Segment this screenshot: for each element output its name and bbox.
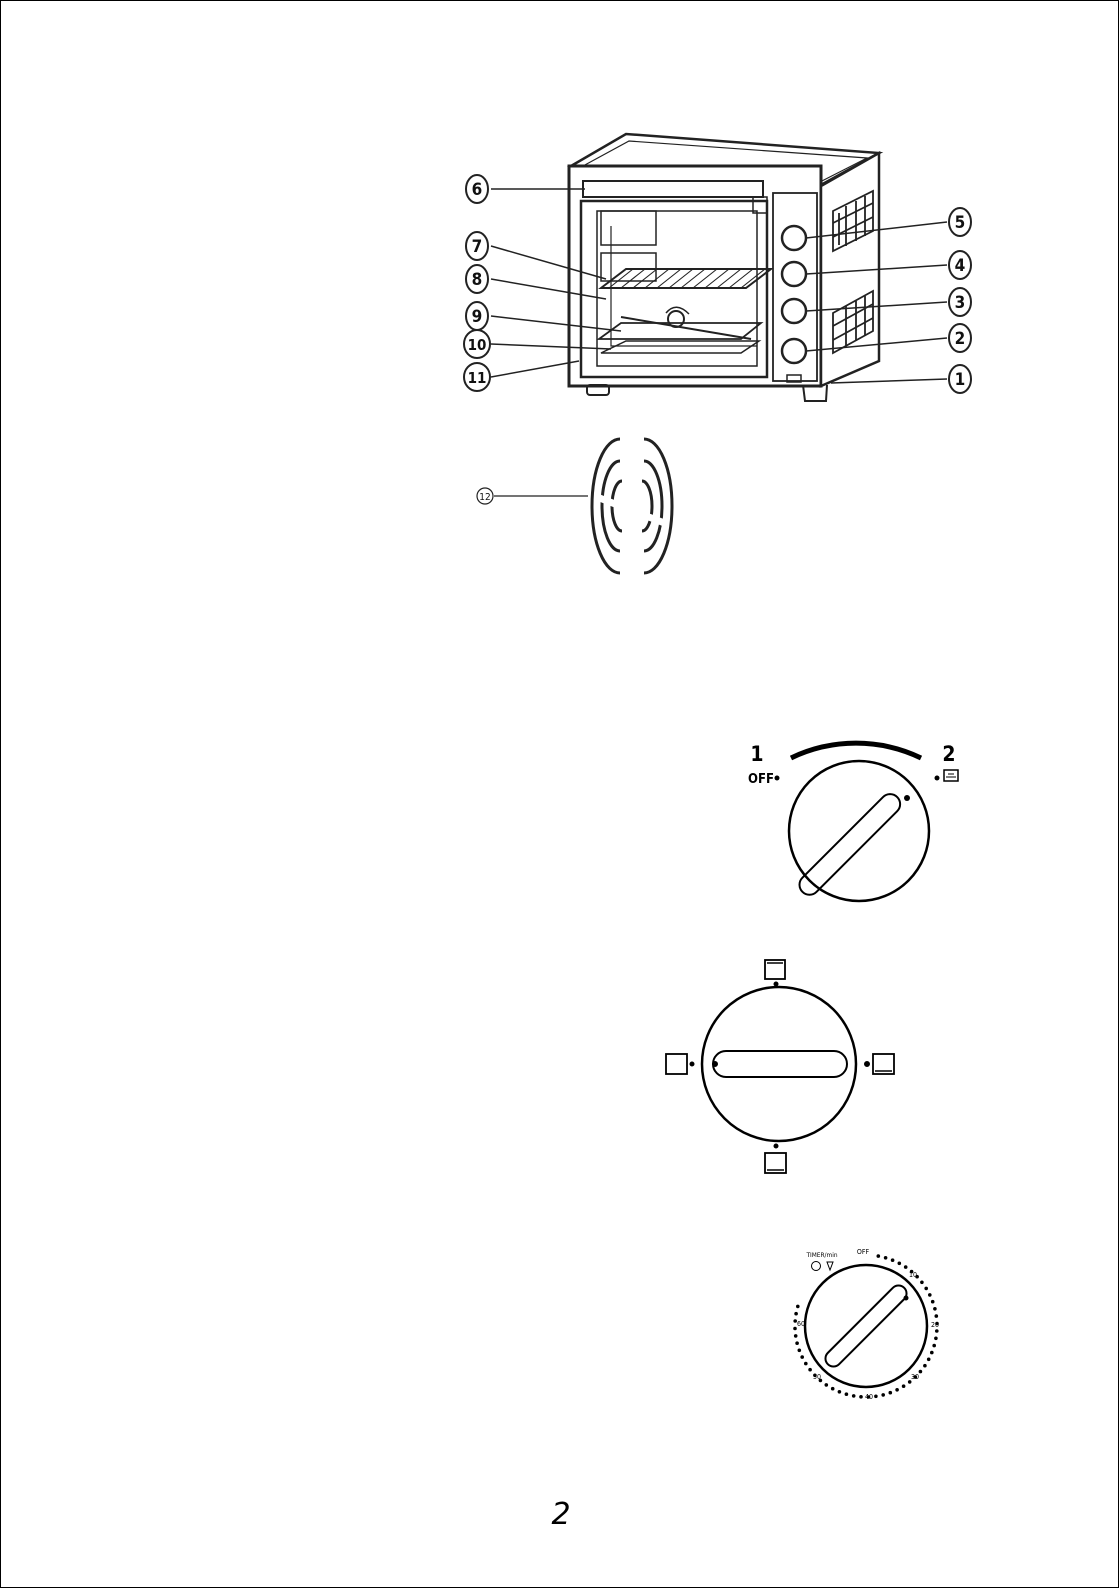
timer-scale-dot — [924, 1287, 928, 1291]
timer-mark-30: 30 — [910, 1373, 920, 1381]
timer-scale-dot — [932, 1344, 936, 1348]
timer-scale-dot — [877, 1254, 881, 1258]
callout-3: 3 — [954, 293, 966, 313]
timer-scale-dot — [798, 1349, 802, 1353]
selector-pos1-label: OFF — [748, 772, 774, 787]
callout-4: 4 — [954, 256, 966, 276]
function-knob-body — [702, 987, 856, 1141]
bell-icon — [827, 1262, 833, 1270]
timer-scale-dot — [895, 1388, 899, 1392]
timer-scale-dot — [927, 1358, 931, 1362]
grill-icon — [944, 770, 958, 781]
timer-knob-diagram — [793, 1248, 939, 1401]
timer-scale-dot — [838, 1390, 842, 1394]
timer-scale-dot — [935, 1329, 939, 1333]
timer-scale-dot — [919, 1370, 923, 1374]
timer-mark-20: 20 — [930, 1321, 940, 1329]
selector-knob-body — [789, 761, 929, 901]
timer-knob-body — [805, 1265, 927, 1387]
selector-pos2-number: 2 — [942, 742, 956, 766]
timer-scale-dot — [795, 1341, 799, 1345]
callout-1: 1 — [954, 370, 966, 390]
timer-scale-dot — [794, 1334, 798, 1338]
timer-scale-dot — [800, 1355, 804, 1359]
timer-scale-dot — [859, 1395, 863, 1399]
timer-scale-dot — [831, 1387, 835, 1391]
timer-scale-dot — [852, 1394, 856, 1398]
timer-scale-dot — [898, 1262, 902, 1266]
timer-mark-60: 60 — [796, 1320, 806, 1328]
clock-icon — [812, 1262, 821, 1271]
selector-pos1-number: 1 — [750, 742, 764, 766]
left-element-icon — [666, 1054, 687, 1074]
timer-scale-dot — [934, 1337, 938, 1341]
timer-scale-dot — [804, 1362, 808, 1366]
selector-arc — [791, 743, 921, 758]
timer-scale-dot — [933, 1307, 937, 1311]
timer-header: TIMER/min — [806, 1251, 838, 1259]
timer-scale-dot — [881, 1393, 885, 1397]
timer-mark-50: 50 — [812, 1373, 822, 1381]
timer-scale-dot — [796, 1305, 800, 1309]
timer-scale-dot — [794, 1312, 798, 1316]
selector-knob-diagram — [748, 742, 958, 901]
timer-mark-40: 40 — [864, 1393, 874, 1401]
timer-scale-dot — [808, 1368, 812, 1372]
callout-7: 7 — [471, 237, 483, 257]
callout-5: 5 — [954, 213, 966, 233]
timer-scale-dot — [920, 1281, 924, 1285]
timer-scale-dot — [891, 1258, 895, 1262]
callout-11: 11 — [467, 369, 487, 387]
timer-scale-dot — [904, 1265, 908, 1269]
oven-illustration — [569, 134, 879, 401]
timer-mark-off: OFF — [856, 1248, 870, 1256]
callout-12: 12 — [479, 492, 491, 503]
timer-scale-dot — [923, 1364, 927, 1368]
callout-8: 8 — [471, 270, 483, 290]
page-number: 2 — [551, 1497, 571, 1532]
callout-9: 9 — [471, 307, 483, 327]
callout-6: 6 — [471, 180, 483, 200]
figures-canvas — [1, 1, 1118, 1587]
timer-scale-dot — [825, 1383, 829, 1387]
timer-scale-dot — [935, 1314, 939, 1318]
timer-scale-dot — [928, 1293, 932, 1297]
callout-2: 2 — [954, 329, 966, 349]
timer-scale-dot — [845, 1392, 849, 1396]
timer-scale-dot — [931, 1300, 935, 1304]
timer-scale-dot — [889, 1391, 893, 1395]
timer-knob-pointer — [904, 1296, 909, 1301]
timer-scale-dot — [930, 1351, 934, 1355]
timer-scale-dot — [902, 1384, 906, 1388]
timer-scale-dot — [874, 1395, 878, 1399]
rotisserie-wheel-illustration — [592, 439, 672, 573]
selector-knob-pointer — [904, 795, 910, 801]
function-knob-diagram — [666, 960, 894, 1173]
timer-mark-10: 10 — [908, 1271, 918, 1279]
callout-10: 10 — [467, 336, 487, 354]
timer-scale-dot — [884, 1256, 888, 1260]
